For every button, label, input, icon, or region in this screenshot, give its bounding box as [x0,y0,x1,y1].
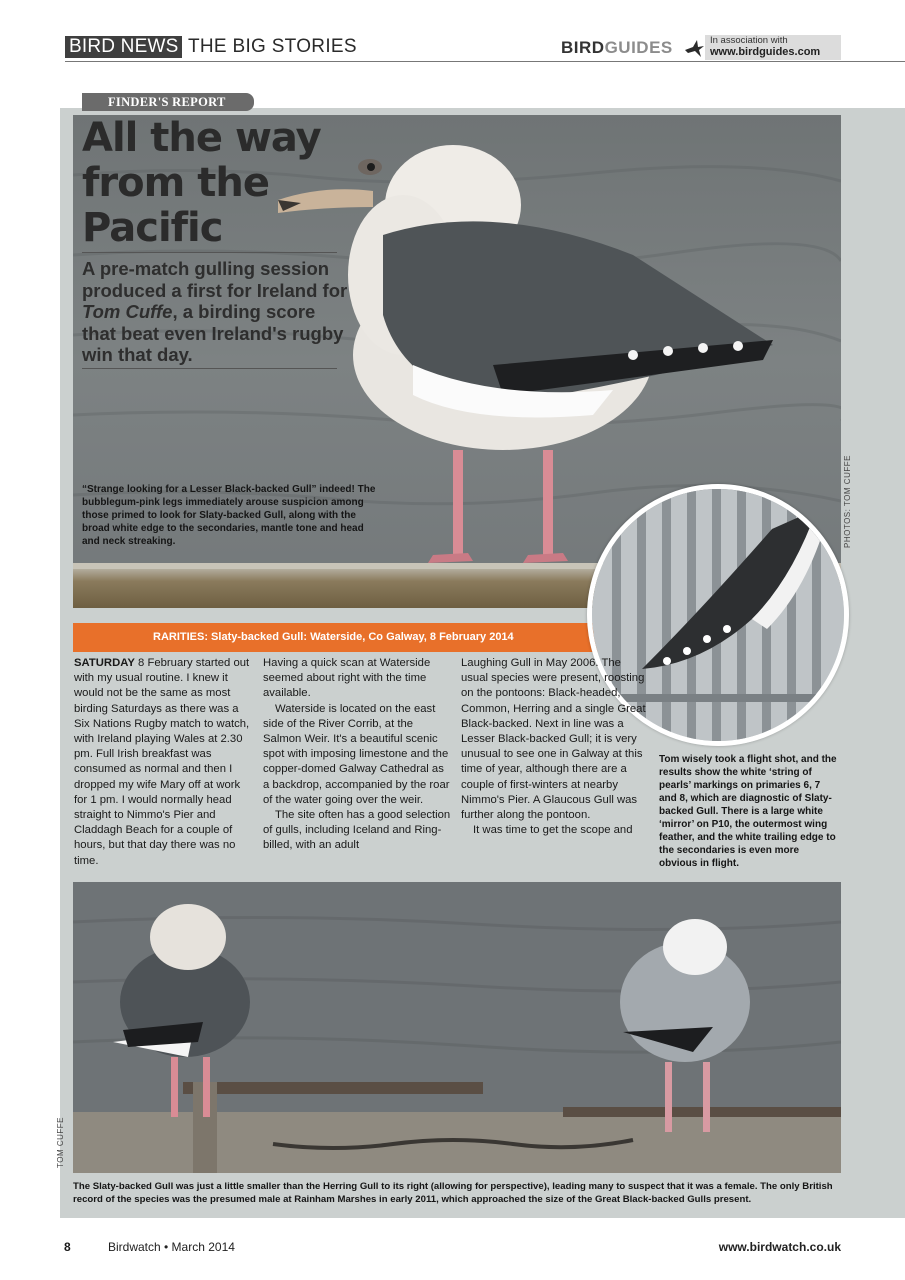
paragraph-text: 8 February started out with my usual routine. I knew it would not be the same as most birding Saturdays as there was a Six Nations Rugby match to watch, with Ireland playing Wales at 2.30 pm. Full Irish breakfast was consumed as normal and then I dropped my wife Mary off at work for 1 pm. I would normally head straight to Nimmo's Pier and Claddagh Beach for a couple of hours, but that day there was no time. [74,657,250,867]
headline-rule-top [82,252,337,253]
caption-comparison-photo: The Slaty-backed Gull was just a little smaller than the Herring Gull to its right (allowing for perspective), leading many to suspect that it was a female. The only British record of the species was the presumed male at Rainham Marshes in early 2011, which approached the size of the Great Black-backed Gulls present. [73,1181,833,1205]
paragraph: The site often has a good selection of gulls, including Iceland and Ring-billed, with an adult [263,809,451,852]
rarities-label: RARITIES: [153,631,208,643]
article-headline: All the way from the Pacific [82,115,321,251]
header-divider [65,61,905,62]
body-column-2 [263,656,453,854]
section-label: BIRD NEWS [65,36,182,58]
birdguides-logo[interactable] [561,38,673,58]
logo-guides-text: GUIDES [604,38,673,57]
association-label: In association with [710,35,788,46]
gull-photo-comparison [73,882,841,1173]
subsection-label: THE BIG STORIES [188,36,357,57]
paragraph: Laughing Gull in May 2006. The usual species were present, roosting on the pontoons: Black-headed, Common, Herring and a single Great Black-backed. Next in line was a Lesser Black-backed Gull; it is very unusual to see one in Galway at this time of year, although there are a couple of first-winters at nearby Nimmo's Pier. A Glaucous Gull was further along the pontoon. [461,657,646,822]
body-column-1 [74,656,254,869]
paragraph-lead: SATURDAY [74,657,135,669]
photo-credit-bottom: TOM CUFFE [56,1116,65,1168]
paragraph: Waterside is located on the east side of the River Corrib, at the Salmon Weir. It's a beautiful scenic spot with imposing limestone and the copper-domed Galway Cathedral as a backdrop, accompanied by the roar of the water going over the weir. [263,702,450,806]
headline-rule-bottom [82,368,337,369]
logo-bird-text: BIRD [561,38,605,57]
body-column-3 [461,656,646,838]
association-box[interactable] [705,35,841,60]
paragraph: Having a quick scan at Waterside seemed about right with the time available. [263,657,431,700]
standfirst-after: , a birding score that beat even Ireland's rugby win that day. [82,301,344,365]
paragraph [74,656,254,869]
author-name: Tom Cuffe [82,301,173,322]
magazine-issue: Birdwatch • March 2014 [108,1240,235,1254]
rarities-bar [73,623,618,652]
photo-credit-top: PHOTOS: TOM CUFFE [843,455,852,548]
finders-report-tab: FINDER'S REPORT [82,93,254,111]
paragraph: It was time to get the scope and [473,824,633,837]
standfirst-before: A pre-match gulling session produced a first for Ireland for [82,258,348,301]
caption-main-photo: “Strange looking for a Lesser Black-backed Gull” indeed! The bubblegum-pink legs immediately arouse suspicion among those primed to look for Slaty-backed Gull, along with the broad white edge to the secondaries, mantle tone and head and neck streaking. [82,484,376,547]
rarities-detail: Slaty-backed Gull: Waterside, Co Galway, 8 February 2014 [208,631,514,643]
footer-url[interactable]: www.birdwatch.co.uk [718,1240,841,1254]
page-number: 8 [64,1240,71,1254]
caption-flight-photo: Tom wisely took a flight shot, and the results show the white ‘string of pearls’ markings on primaries 6, 7 and 8, which are diagnostic of Slaty-backed Gull. There is a large white ‘mirror’ on P10, the outermost wing feather, and the white trailing edge to the secondaries is even more obvious in flight. [659,754,837,869]
bird-logo-icon [683,38,705,58]
article-standfirst [82,258,352,366]
association-url[interactable]: www.birdguides.com [710,46,821,58]
